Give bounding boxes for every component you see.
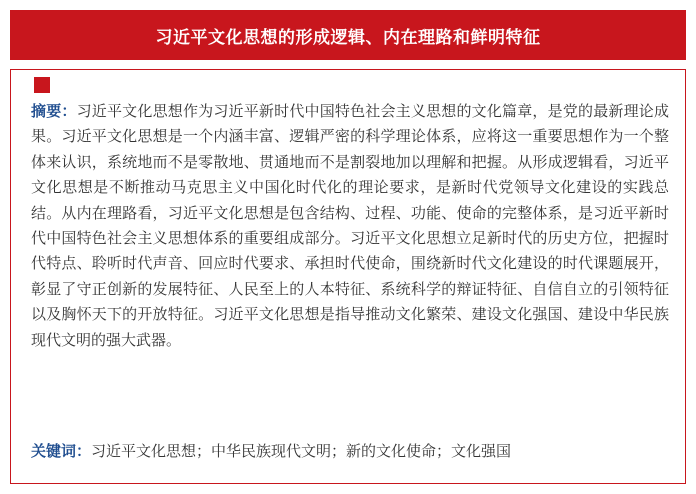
keywords-text: 习近平文化思想；中华民族现代文明；新的文化使命；文化强国 [91, 442, 512, 460]
corner-marker [34, 77, 50, 93]
abstract-panel [10, 69, 686, 484]
keywords-label: 关键词： [31, 442, 92, 460]
page-title: 习近平文化思想的形成逻辑、内在理路和鲜明特征 [155, 27, 541, 48]
abstract-text: 习近平文化思想作为习近平新时代中国特色社会主义思想的文化篇章，是党的最新理论成果。习近平文化思想是一个内涵丰富、逻辑严密的科学理论体系，应将这一重要思想作为一个整体来认识，系统地而不是零散地、贯通地而不是割裂地加以理解和把握。从形成逻辑看，习近平文化思想是不断推动马克思主义中国化时代化的理论要求，是新时代党领导文化建设的实践总结。从内在理路看，习近平文化思想是包含结构、过程、功能、使命的完整体系，是习近平新时代中国特色社会主义思想体系的重要组成部分。习近平文化思想立足新时代的历史方位，把握时代特点、聆听时代声音、回应时代要求、承担时代使命，围绕新时代文化建设的时代课题展开，彰显了守正创新的发展特征、人民至上的人本特征、系统科学的辩证特征、自信自立的引领特征以及胸怀天下的开放特征。习近平文化思想是指导推动文化繁荣、建设文化强国、建设中华民族现代文明的强大武器。 [31, 102, 669, 349]
abstract-label: 摘要： [31, 102, 77, 120]
abstract-paragraph [31, 99, 669, 353]
title-banner [10, 10, 686, 60]
keywords-line [31, 439, 671, 464]
